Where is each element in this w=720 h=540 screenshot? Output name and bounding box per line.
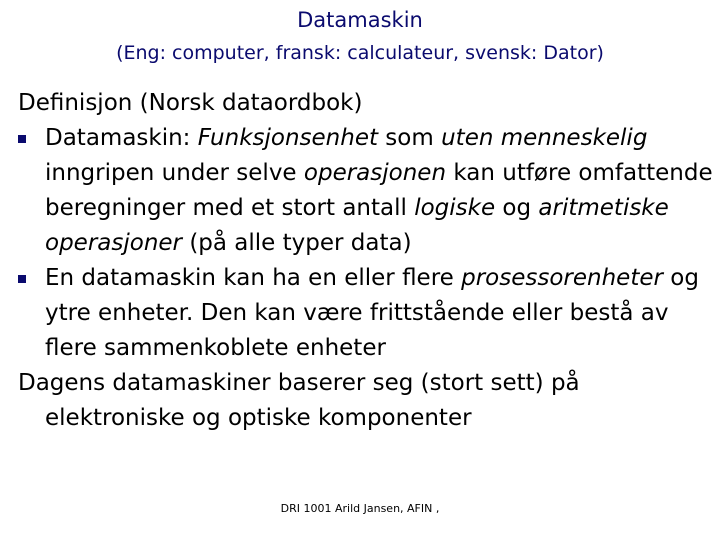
bullet1-text-6: operasjonen <box>303 160 447 186</box>
definition-heading: Definisjon (Norsk dataordbok) <box>18 90 363 116</box>
bullet1-text-10: aritmetiske operasjoner <box>45 195 669 256</box>
slide-body <box>18 86 718 436</box>
bullet1-text-8: logiske <box>414 195 496 221</box>
square-bullet-icon <box>18 135 26 143</box>
bullet1-text-4: uten menneskelig <box>441 125 648 151</box>
bullet1-text-7: kan utføre omfattende beregninger med et stort antall <box>45 160 713 221</box>
slide-subtitle: (Eng: computer, fransk: calculateur, svensk: Dator) <box>116 42 604 64</box>
bullet1-text-1: Datamaskin: <box>45 125 198 151</box>
bullet1-text-11: (på alle typer data) <box>182 230 412 256</box>
bullet1-text-9: og <box>495 195 539 221</box>
slide-title: Datamaskin <box>297 8 423 32</box>
bullet-item-definition <box>18 121 718 261</box>
bullet2-text-3: og ytre enheter. Den kan være frittstående eller bestå av flere sammenkoblete enheter <box>45 265 699 361</box>
closing-paragraph: Dagens datamaskiner baserer seg (stort sett) på elektroniske og optiske komponenter <box>18 370 580 431</box>
bullet1-text-5: inngripen under selve <box>45 160 304 186</box>
bullet2-text-1: En datamaskin kan ha en eller flere <box>45 265 462 291</box>
slide-footer: DRI 1001 Arild Jansen, AFIN , <box>280 502 440 515</box>
bullet1-text-3: som <box>378 125 442 151</box>
bullet2-text-2: prosessorenheter <box>461 265 663 291</box>
square-bullet-icon <box>18 275 26 283</box>
bullet1-text-2: Funksjonsenhet <box>197 125 378 151</box>
bullet-item-units <box>18 261 718 366</box>
